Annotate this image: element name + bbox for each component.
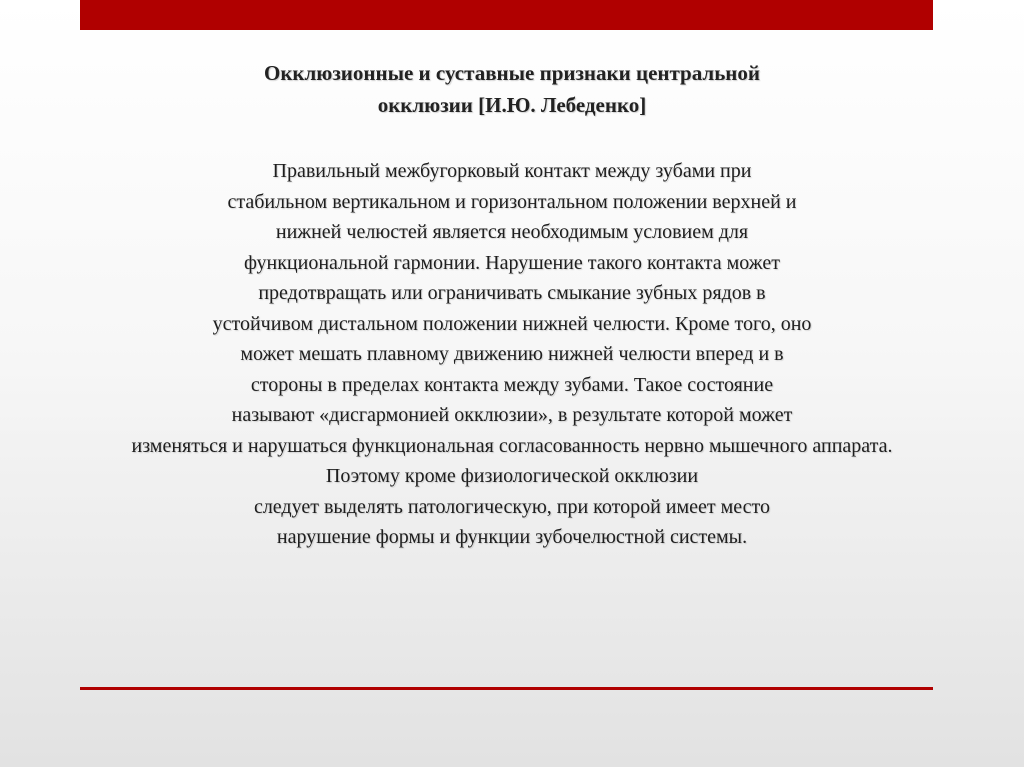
body-line: называют «дисгармонией окклюзии», в результате которой может (231, 404, 793, 426)
title-line-2: окклюзии [И.Ю. Лебеденко] (377, 93, 647, 117)
body-line: следует выделять патологическую, при которой имеет место (253, 495, 771, 518)
body-line: функциональной гармонии. Нарушение такого контакта может (244, 251, 780, 274)
title-line-1: Окклюзионные и суставные признаки центральной (263, 61, 761, 85)
body-line: предотвращать или ограничивать смыкание зубных рядов в (258, 282, 766, 304)
body-line: стороны в пределах контакта между зубами. Такое состояние (250, 373, 774, 396)
bottom-accent-line (80, 687, 933, 690)
top-accent-bar (80, 0, 933, 30)
body-line: стабильном вертикальном и горизонтальном положении верхней и (227, 190, 797, 213)
body-line: изменяться и нарушаться функциональная согласованность нервно мышечного аппарата. (131, 434, 893, 457)
body-line: устойчивом дистальном положении нижней челюсти. Кроме того, оно (212, 312, 812, 335)
body-line: может мешать плавному движению нижней челюсти вперед и в (240, 343, 784, 365)
slide-title (0, 57, 1024, 121)
body-line: Поэтому кроме физиологической окклюзии (325, 465, 699, 487)
body-line: нарушение формы и функции зубочелюстной системы. (276, 526, 748, 548)
body-line: Правильный межбугорковый контакт между зубами при (272, 160, 752, 182)
body-paragraph (0, 156, 1024, 553)
body-line: нижней челюстей является необходимым условием для (275, 221, 749, 243)
